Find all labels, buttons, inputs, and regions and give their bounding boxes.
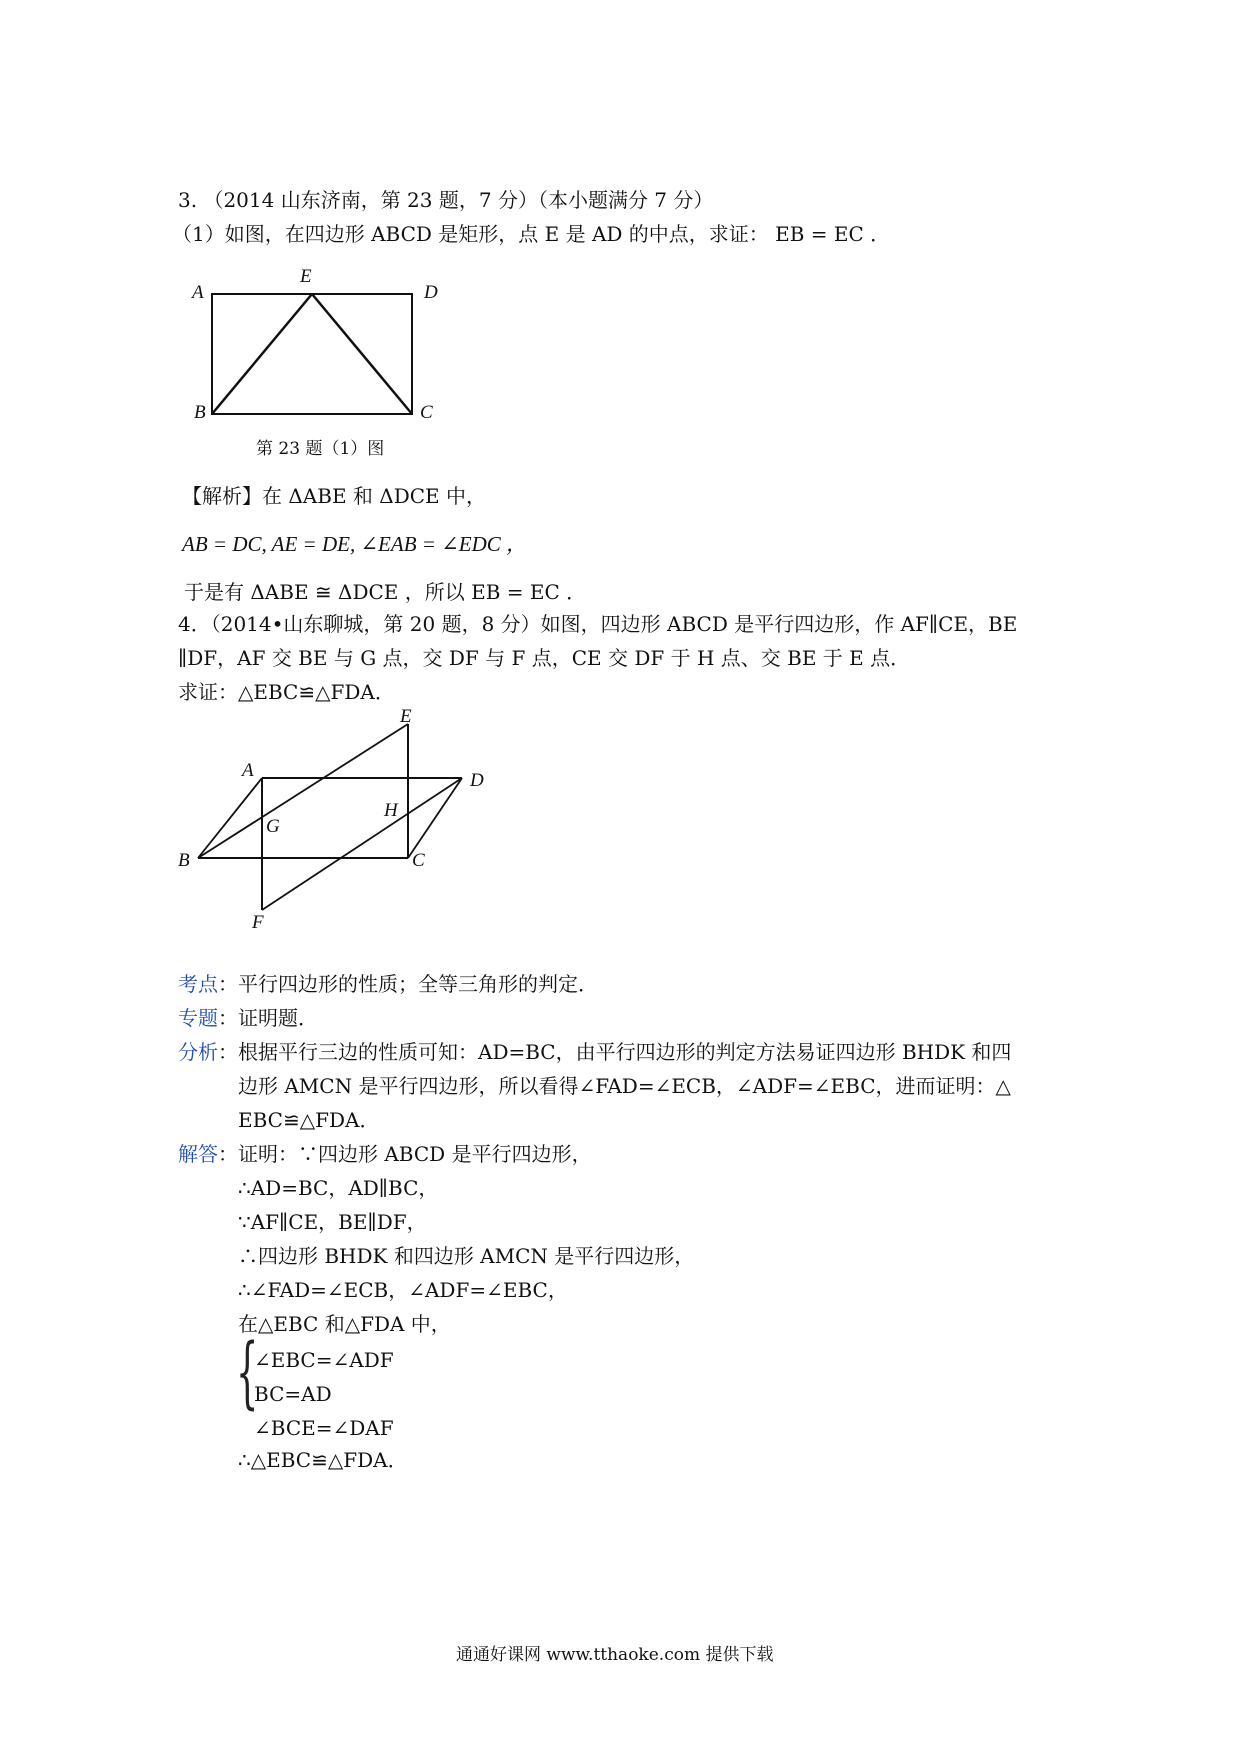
analysis-line1 (182, 482, 486, 510)
figure1-caption: 第 23 题（1）图 (256, 439, 385, 459)
label2-b: B (178, 850, 190, 871)
analysis-tag: 【解析】 (182, 484, 262, 508)
label2-h: H (384, 800, 398, 821)
label2-f: F (252, 912, 264, 933)
analysis-conditions: AB = DC, AE = DE, ∠EAB = ∠EDC ， (182, 532, 528, 556)
fenxi-line1 (178, 1038, 1011, 1066)
analysis-conclusion: 于是有 ΔABE ≅ ΔDCE ，所以 EB = EC ． (184, 580, 587, 604)
jieda-line2: ∴AD=BC，AD∥BC， (238, 1176, 439, 1200)
zhuanti-text: ：证明题． (218, 1006, 318, 1030)
jieda-tag: 解答 (178, 1142, 218, 1166)
label-a: A (192, 282, 204, 303)
kaodian-text: ：平行四边形的性质；全等三角形的判定． (218, 972, 598, 996)
segment-ec (312, 294, 412, 414)
fenxi-line2: 边形 AMCN 是平行四边形，所以看得∠FAD=∠ECB，∠ADF=∠EBC，进而证明：△ (238, 1074, 1011, 1098)
label-c: C (420, 402, 433, 423)
parallelogram-figure (170, 700, 500, 940)
label-b: B (194, 402, 206, 423)
jieda-line1 (178, 1140, 592, 1168)
label2-e: E (400, 706, 412, 727)
jieda-line6: 在△EBC 和△FDA 中， (238, 1312, 451, 1336)
q3-header: 3. （2014 山东济南，第 23 题，7 分）（本小题满分 7 分） (178, 188, 714, 212)
rectangle-abcd (212, 294, 412, 414)
label-d: D (424, 282, 438, 303)
system-eq3: ∠BCE=∠DAF (254, 1416, 394, 1440)
fenxi-line3: EBC≌△FDA． (238, 1108, 380, 1132)
kaodian-line (178, 970, 598, 998)
segment-ab (198, 778, 262, 858)
segment-eb (212, 294, 312, 414)
zhuanti-tag: 专题 (178, 1006, 218, 1030)
label2-c: C (412, 850, 425, 871)
label-e: E (300, 266, 312, 287)
page-footer: 通通好课网 www.tthaoke.com 提供下载 (456, 1645, 774, 1665)
kaodian-tag: 考点 (178, 972, 218, 996)
q4-line3: 求证：△EBC≌△FDA． (178, 680, 395, 704)
jieda-text1: ：证明：∵四边形 ABCD 是平行四边形， (218, 1142, 592, 1166)
system-brace: { (236, 1328, 259, 1418)
q4-line2: ∥DF，AF 交 BE 与 G 点，交 DF 与 F 点，CE 交 DF 于 H 点、交 BE 于 E 点． (178, 646, 911, 670)
label2-a: A (242, 760, 254, 781)
segment-cd (408, 778, 462, 858)
jieda-line7: ∴△EBC≌△FDA． (238, 1448, 408, 1472)
system-eq1: ∠EBC=∠ADF (254, 1348, 394, 1372)
q3-part1: （1）如图，在四边形 ABCD 是矩形，点 E 是 AD 的中点，求证： EB = EC ． (172, 222, 891, 246)
fenxi-tag: 分析 (178, 1040, 218, 1064)
segment-be (198, 724, 408, 858)
jieda-line4: ∴四边形 BHDK 和四边形 AMCN 是平行四边形， (238, 1244, 695, 1268)
jieda-line3: ∵AF∥CE，BE∥DF， (238, 1210, 427, 1234)
label2-d: D (470, 770, 484, 791)
system-eq2: BC=AD (254, 1382, 332, 1406)
q4-line1: 4．（2014•山东聊城，第 20 题，8 分）如图，四边形 ABCD 是平行四边形，作 AF∥CE，BE (178, 612, 1018, 636)
analysis-text: 在 ΔABE 和 ΔDCE 中， (262, 484, 486, 508)
label2-g: G (266, 816, 280, 837)
jieda-line5: ∴∠FAD=∠ECB，∠ADF=∠EBC， (238, 1278, 568, 1302)
zhuanti-line (178, 1004, 318, 1032)
fenxi-text1: ：根据平行三边的性质可知：AD=BC，由平行四边形的判定方法易证四边形 BHDK 和四 (218, 1040, 1012, 1064)
